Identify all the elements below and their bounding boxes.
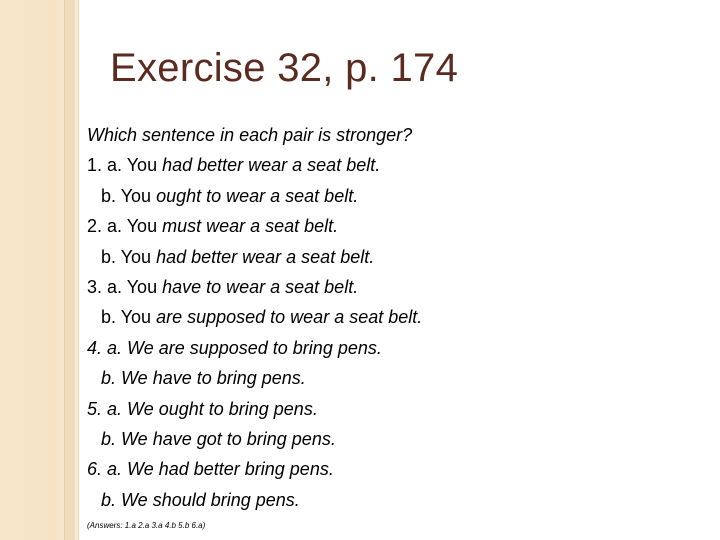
sentence-prefix: 3. a. You	[87, 276, 163, 297]
sentence-prefix: 1. a. You	[87, 155, 163, 176]
sentence-prefix: b. You	[101, 246, 157, 267]
slide-title: Exercise 32, p. 174	[110, 46, 459, 90]
modal-phrase: ought to wear a seat belt.	[156, 185, 359, 206]
decorative-side-stripe	[64, 0, 75, 540]
sentence-prefix: 5. a. We	[87, 398, 159, 419]
modal-phrase: had better bring pens.	[158, 459, 334, 480]
modal-phrase: have got to bring pens.	[152, 428, 336, 449]
sentence-5b	[87, 424, 687, 454]
modal-phrase: had better wear a seat belt.	[156, 246, 375, 267]
modal-phrase: are supposed to bring pens.	[158, 337, 382, 358]
sentence-1b	[87, 181, 687, 211]
modal-phrase: ought to bring pens.	[158, 398, 318, 419]
modal-phrase: are supposed to wear a seat belt.	[156, 307, 423, 328]
modal-phrase: should bring pens.	[152, 489, 300, 510]
sentence-4b	[87, 363, 687, 393]
question-text: Which sentence in each pair is stronger?	[87, 125, 413, 145]
modal-phrase: must wear a seat belt.	[162, 216, 339, 237]
sentence-prefix: 4. a. We	[87, 337, 159, 358]
sentence-prefix: b. You	[101, 185, 157, 206]
decorative-side-edge	[78, 0, 79, 540]
sentence-prefix: 2. a. You	[87, 216, 163, 237]
sentence-prefix: b. We	[101, 428, 153, 449]
sentence-2b	[87, 242, 687, 272]
answers-note: (Answers: 1.a 2.a 3.a 4.b 5.b 6.a)	[87, 521, 206, 531]
sentence-prefix: 6. a. We	[87, 459, 159, 480]
sentence-6b	[87, 485, 687, 515]
sentence-prefix: b. You	[101, 307, 157, 328]
sentence-6a	[87, 454, 687, 484]
sentence-4a	[87, 333, 687, 363]
sentence-prefix: b. We	[101, 368, 153, 389]
sentence-5a	[87, 394, 687, 424]
modal-phrase: have to wear a seat belt.	[162, 276, 359, 297]
modal-phrase: have to bring pens.	[152, 368, 306, 389]
modal-phrase: had better wear a seat belt.	[162, 155, 381, 176]
sentence-prefix: b. We	[101, 489, 153, 510]
sentence-2a	[87, 211, 687, 241]
sentence-3b	[87, 302, 687, 332]
sentence-3a	[87, 272, 687, 302]
sentence-1a	[87, 150, 687, 180]
slide-content	[87, 120, 687, 531]
